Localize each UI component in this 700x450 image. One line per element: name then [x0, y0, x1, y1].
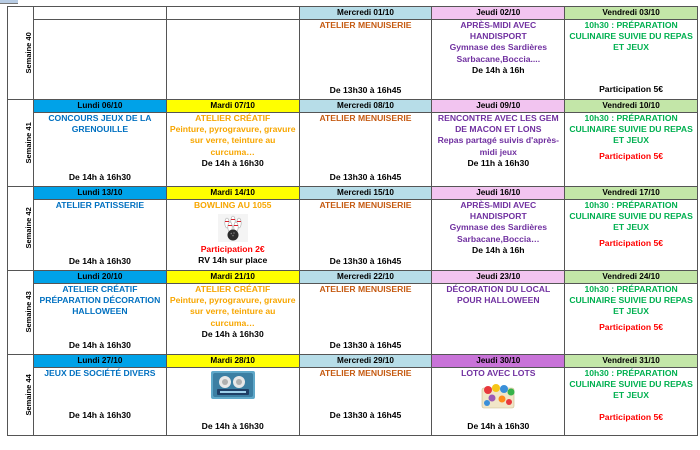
activity-time: De 13h30 à 16h45 [329, 84, 402, 95]
header-thursday: Jeudi 09/10 [432, 100, 565, 113]
friday-activity [565, 113, 698, 187]
header-tuesday: Mardi 21/10 [166, 271, 299, 284]
activity-detail: Gymnase des Sardières Sarbacane,Boccia.... [449, 42, 548, 64]
activity-time: De 11h à 16h30 [467, 157, 530, 168]
activity-title: BOWLING AU 1055 [193, 200, 272, 210]
activity-title: ATELIER MENUISERIE [319, 200, 412, 210]
friday-activity [565, 200, 698, 271]
thursday-activity [432, 20, 565, 100]
header-friday: Vendredi 24/10 [565, 271, 698, 284]
week-41-header-row [8, 100, 698, 113]
wednesday-activity [299, 113, 432, 187]
activity-title: APRÈS-MIDI AVEC HANDISPORT [460, 20, 537, 42]
activity-schedule-table [7, 6, 698, 436]
header-wednesday: Mercredi 15/10 [299, 187, 432, 200]
activity-title: 10h30 : PRÉPARATION CULINAIRE SUIVIE DU REPAS ET JEUX [569, 200, 693, 233]
activity-title: 10h30 : PRÉPARATION CULINAIRE SUIVIE DU REPAS ET JEUX [569, 113, 693, 146]
header-friday: Vendredi 31/10 [565, 355, 698, 368]
activity-time: De 13h30 à 16h45 [329, 409, 402, 420]
header-tuesday: Mardi 07/10 [166, 100, 299, 113]
activity-time: De 14h à 16h30 [68, 255, 131, 266]
thursday-activity [432, 113, 565, 187]
activity-title: JEUX DE SOCIÉTÉ DIVERS [44, 368, 156, 378]
thursday-activity [432, 200, 565, 271]
activity-time: De 14h à 16h30 [467, 420, 530, 431]
activity-time: De 14h à 16h30 [201, 328, 264, 339]
tuesday-activity [166, 113, 299, 187]
activity-price: Participation 5€ [599, 237, 664, 248]
thursday-activity [432, 368, 565, 436]
header-thursday: Jeudi 30/10 [432, 355, 565, 368]
activity-price: Participation 5€ [599, 321, 664, 332]
activity-title: ATELIER CRÉATIF [195, 113, 271, 123]
header-tuesday: Mardi 28/10 [166, 355, 299, 368]
activity-title: RENCONTRE AVEC LES GEM DE MACON ET LONS [437, 113, 559, 135]
week-label: Semaine 42 [23, 207, 33, 249]
monday-activity [34, 200, 167, 271]
activity-time: De 13h30 à 16h45 [329, 255, 402, 266]
header-friday: Vendredi 17/10 [565, 187, 698, 200]
corner-tab [0, 0, 18, 4]
wednesday-activity [299, 368, 432, 436]
header-friday: Vendredi 10/10 [565, 100, 698, 113]
week-label: Semaine 40 [23, 31, 33, 74]
week-43-header-row [8, 271, 698, 284]
tuesday-activity [166, 368, 299, 436]
friday-activity [565, 20, 698, 100]
thursday-activity [432, 284, 565, 355]
wednesday-activity [299, 20, 432, 100]
friday-activity [565, 284, 698, 355]
week-44-label-cell [8, 355, 34, 436]
wednesday-activity [299, 284, 432, 355]
week-label: Semaine 44 [23, 373, 33, 416]
activity-time: De 14h à 16h [472, 64, 525, 75]
header-monday: Lundi 20/10 [34, 271, 167, 284]
week-40-header-row [8, 7, 698, 20]
week-44-activity-row [8, 368, 698, 436]
activity-title: 10h30 : PRÉPARATION CULINAIRE SUIVIE DU REPAS ET JEUX [569, 20, 693, 53]
week-41-label-cell [8, 100, 34, 187]
tuesday-activity [166, 284, 299, 355]
monday-activity [34, 284, 167, 355]
activity-title: ATELIER MENUISERIE [319, 284, 412, 294]
week-40-label-cell [8, 7, 34, 100]
header-monday: Lundi 06/10 [34, 100, 167, 113]
activity-title: 10h30 : PRÉPARATION CULINAIRE SUIVIE DU REPAS ET JEUX [569, 368, 693, 401]
tuesday-empty-cell [166, 20, 299, 100]
header-thursday: Jeudi 23/10 [432, 271, 565, 284]
header-friday: Vendredi 03/10 [565, 7, 698, 20]
activity-title: LOTO AVEC LOTS [461, 368, 536, 378]
activity-title: ATELIER MENUISERIE [319, 113, 412, 123]
week-42-header-row [8, 187, 698, 200]
activity-title: ATELIER CRÉATIF PRÉPARATION DÉCORATION HALLOWEEN [39, 284, 161, 317]
week-41-activity-row [8, 113, 698, 187]
activity-title: ATELIER MENUISERIE [319, 20, 412, 30]
week-42-activity-row [8, 200, 698, 271]
monday-activity [34, 113, 167, 187]
wednesday-activity [299, 200, 432, 271]
week-40-activity-row [8, 20, 698, 100]
header-thursday: Jeudi 02/10 [432, 7, 565, 20]
board-games-image [211, 371, 255, 399]
activity-title: ATELIER PATISSERIE [55, 200, 145, 210]
header-thursday: Jeudi 16/10 [432, 187, 565, 200]
activity-price: Participation 5€ [599, 150, 664, 161]
activity-title: APRÈS-MIDI AVEC HANDISPORT [460, 200, 537, 222]
week-label: Semaine 43 [23, 291, 33, 333]
activity-title: DÉCORATION DU LOCAL POUR HALLOWEEN [446, 284, 551, 306]
header-monday: Lundi 13/10 [34, 187, 167, 200]
header-tuesday: Mardi 14/10 [166, 187, 299, 200]
activity-time: De 14h à 16h30 [68, 409, 131, 420]
header-wednesday: Mercredi 22/10 [299, 271, 432, 284]
week-43-label-cell [8, 271, 34, 355]
week-42-label-cell [8, 187, 34, 271]
header-wednesday: Mercredi 29/10 [299, 355, 432, 368]
activity-detail: Repas partagé suivis d'après-midi jeux [437, 135, 560, 157]
activity-time: De 14h à 16h30 [201, 157, 264, 168]
monday-activity [34, 368, 167, 436]
header-monday: Lundi 27/10 [34, 355, 167, 368]
tuesday-activity [166, 200, 299, 271]
header-tuesday-empty [166, 7, 299, 20]
activity-time: De 13h30 à 16h45 [329, 171, 402, 182]
activity-detail: Peinture, pyrogravure, gravure sur verre, teinture au curcuma… [169, 295, 296, 328]
activity-time: De 14h à 16h30 [68, 339, 131, 350]
bowling-icon [218, 214, 248, 242]
activity-title: CONCOURS JEUX DE LA GRENOUILLE [48, 113, 152, 135]
activity-time: De 14h à 16h [472, 244, 525, 255]
activity-time: De 14h à 16h30 [68, 171, 131, 182]
activity-detail: Peinture, pyrogravure, gravure sur verre, teinture au curcuma… [169, 124, 296, 157]
activity-price: Participation 5€ [599, 83, 664, 94]
activity-title: ATELIER MENUISERIE [319, 368, 412, 378]
friday-activity [565, 368, 698, 436]
week-43-activity-row [8, 284, 698, 355]
week-label: Semaine 41 [23, 121, 33, 164]
header-wednesday: Mercredi 08/10 [299, 100, 432, 113]
header-wednesday: Mercredi 01/10 [299, 7, 432, 20]
activity-price: Participation 5€ [599, 411, 664, 422]
week-44-header-row [8, 355, 698, 368]
activity-title: ATELIER CRÉATIF [195, 284, 271, 294]
activity-time: De 14h à 16h30 [201, 420, 264, 431]
lottery-balls-image [478, 382, 518, 410]
header-monday-empty [34, 7, 167, 20]
monday-empty-cell [34, 20, 167, 100]
activity-price: Participation 2€ [200, 244, 265, 255]
activity-title: 10h30 : PRÉPARATION CULINAIRE SUIVIE DU REPAS ET JEUX [569, 284, 693, 317]
activity-time: De 13h30 à 16h45 [329, 339, 402, 350]
activity-detail: Gymnase des Sardières Sarbacane,Boccia… [449, 222, 548, 244]
activity-time: RV 14h sur place [198, 255, 268, 266]
